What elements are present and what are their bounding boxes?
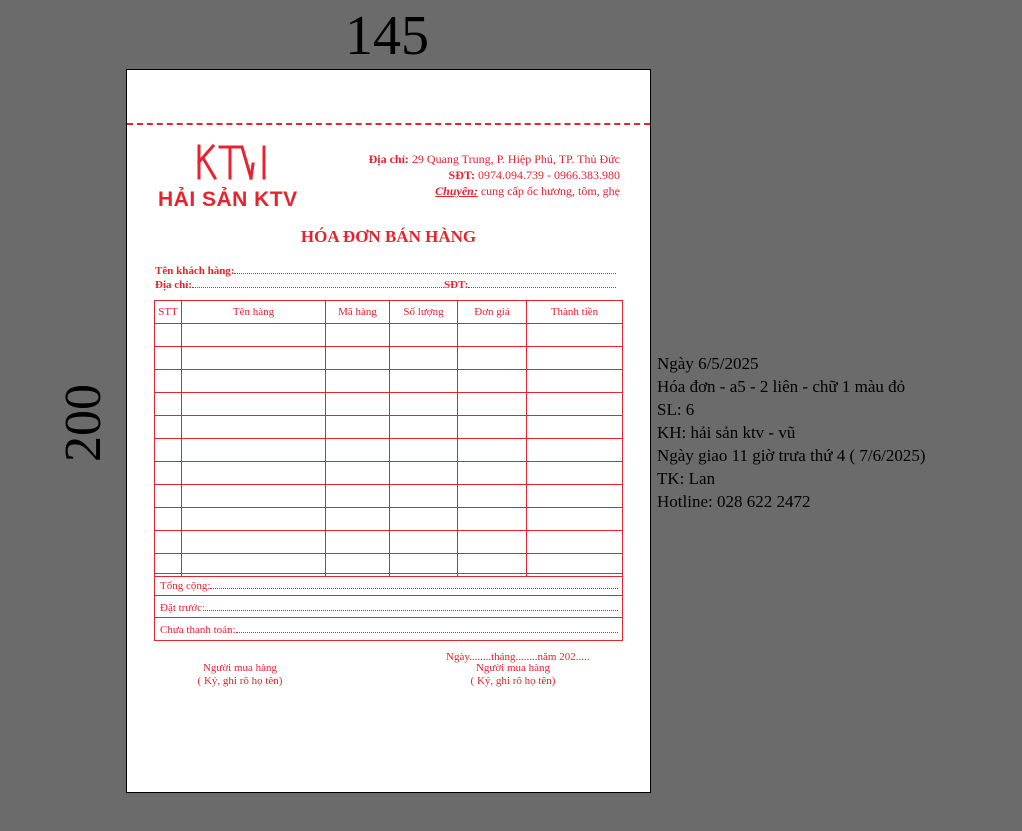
table-cell bbox=[527, 324, 623, 347]
table-cell bbox=[326, 416, 390, 439]
table-cell bbox=[155, 324, 182, 347]
customer-address-field: Địa chỉ: SĐT: bbox=[155, 279, 616, 291]
table-cell bbox=[326, 393, 390, 416]
table-cell bbox=[390, 508, 458, 531]
table-cell bbox=[527, 370, 623, 393]
table-cell bbox=[326, 531, 390, 554]
table-cell bbox=[390, 485, 458, 508]
table-row bbox=[155, 393, 623, 416]
table-cell bbox=[458, 508, 527, 531]
table-cell bbox=[182, 370, 326, 393]
width-dimension-label: 145 bbox=[345, 5, 429, 67]
date-line: Ngày........tháng........năm 202..... bbox=[446, 651, 590, 663]
table-cell bbox=[458, 370, 527, 393]
table-cell bbox=[458, 347, 527, 370]
note-line: TK: Lan bbox=[657, 469, 716, 488]
brand-name: HẢI SẢN KTV bbox=[158, 188, 298, 211]
table-cell bbox=[390, 462, 458, 485]
table-cell bbox=[182, 324, 326, 347]
note-line: KH: hải sản ktv - vũ bbox=[657, 423, 796, 442]
note-line: Hóa đơn - a5 - 2 liên - chữ 1 màu đỏ bbox=[657, 377, 906, 396]
signature-right: Người mua hàng ( Ký, ghi rõ họ tên) bbox=[470, 662, 556, 687]
table-cell bbox=[326, 370, 390, 393]
unpaid-row: Chưa thanh toán: bbox=[155, 617, 622, 639]
col-item-code: Mã hàng bbox=[326, 301, 390, 324]
table-cell bbox=[182, 508, 326, 531]
ktv-logo bbox=[196, 144, 268, 180]
table-cell bbox=[458, 393, 527, 416]
table-cell bbox=[182, 462, 326, 485]
table-cell bbox=[458, 485, 527, 508]
table-row bbox=[155, 531, 623, 554]
table-row bbox=[155, 485, 623, 508]
table-row bbox=[155, 324, 623, 347]
note-line: Ngày 6/5/2025 bbox=[657, 354, 759, 373]
table-cell bbox=[390, 347, 458, 370]
table-cell bbox=[527, 531, 623, 554]
totals-box bbox=[154, 573, 623, 641]
table-cell bbox=[326, 485, 390, 508]
table-cell bbox=[390, 370, 458, 393]
col-unit-price: Đơn giá bbox=[458, 301, 527, 324]
table-cell bbox=[155, 485, 182, 508]
table-cell bbox=[155, 531, 182, 554]
table-cell bbox=[182, 393, 326, 416]
table-cell bbox=[527, 508, 623, 531]
table-cell bbox=[390, 416, 458, 439]
table-cell bbox=[182, 531, 326, 554]
table-cell bbox=[390, 531, 458, 554]
total-row: Tổng cộng: bbox=[155, 573, 622, 595]
table-header-row bbox=[155, 301, 623, 324]
deposit-row: Đặt trước: bbox=[155, 595, 622, 617]
table-row bbox=[155, 508, 623, 531]
table-cell bbox=[326, 508, 390, 531]
company-info bbox=[320, 151, 620, 199]
tear-off-line bbox=[127, 123, 650, 125]
table-row bbox=[155, 370, 623, 393]
table-cell bbox=[390, 324, 458, 347]
table-cell bbox=[458, 416, 527, 439]
col-stt: STT bbox=[155, 301, 182, 324]
table-cell bbox=[527, 485, 623, 508]
table-cell bbox=[390, 439, 458, 462]
table-row bbox=[155, 462, 623, 485]
table-cell bbox=[155, 508, 182, 531]
table-row bbox=[155, 439, 623, 462]
order-notes bbox=[657, 352, 926, 513]
table-cell bbox=[458, 462, 527, 485]
table-cell bbox=[182, 416, 326, 439]
table-cell bbox=[182, 347, 326, 370]
signature-left: Người mua hàng ( Ký, ghi rõ họ tên) bbox=[197, 662, 283, 687]
col-amount: Thành tiền bbox=[527, 301, 623, 324]
items-table bbox=[154, 300, 623, 577]
table-cell bbox=[527, 462, 623, 485]
table-row bbox=[155, 347, 623, 370]
note-line: SL: 6 bbox=[657, 400, 695, 419]
table-cell bbox=[527, 347, 623, 370]
table-cell bbox=[527, 393, 623, 416]
table-cell bbox=[458, 324, 527, 347]
table-cell bbox=[390, 393, 458, 416]
table-cell bbox=[155, 462, 182, 485]
table-cell bbox=[155, 347, 182, 370]
company-address: Địa chỉ: 29 Quang Trung, P. Hiệp Phú, TP. Thủ Đức bbox=[368, 152, 620, 166]
table-cell bbox=[326, 347, 390, 370]
table-cell bbox=[155, 439, 182, 462]
table-row bbox=[155, 416, 623, 439]
table-cell bbox=[155, 370, 182, 393]
table-cell bbox=[458, 439, 527, 462]
table-cell bbox=[182, 439, 326, 462]
note-line: Ngày giao 11 giờ trưa thứ 4 ( 7/6/2025) bbox=[657, 446, 926, 465]
customer-name-field: Tên khách hàng: bbox=[155, 265, 616, 277]
height-dimension-label: 200 bbox=[55, 384, 112, 462]
table-cell bbox=[458, 531, 527, 554]
company-phone: SĐT: 0974.094.739 - 0966.383.980 bbox=[448, 168, 620, 182]
col-item-name: Tên hàng bbox=[182, 301, 326, 324]
note-line: Hotline: 028 622 2472 bbox=[657, 492, 811, 511]
company-specialty: Chuyên: cung cấp ốc hương, tôm, ghẹ bbox=[435, 184, 620, 198]
table-cell bbox=[527, 439, 623, 462]
col-quantity: Số lượng bbox=[390, 301, 458, 324]
table-cell bbox=[326, 324, 390, 347]
table-cell bbox=[527, 416, 623, 439]
table-cell bbox=[155, 393, 182, 416]
table-cell bbox=[326, 439, 390, 462]
table-cell bbox=[182, 485, 326, 508]
table-cell bbox=[326, 462, 390, 485]
invoice-title: HÓA ĐƠN BÁN HÀNG bbox=[300, 227, 477, 246]
customer-phone-label: SĐT: bbox=[443, 279, 469, 291]
table-cell bbox=[155, 416, 182, 439]
